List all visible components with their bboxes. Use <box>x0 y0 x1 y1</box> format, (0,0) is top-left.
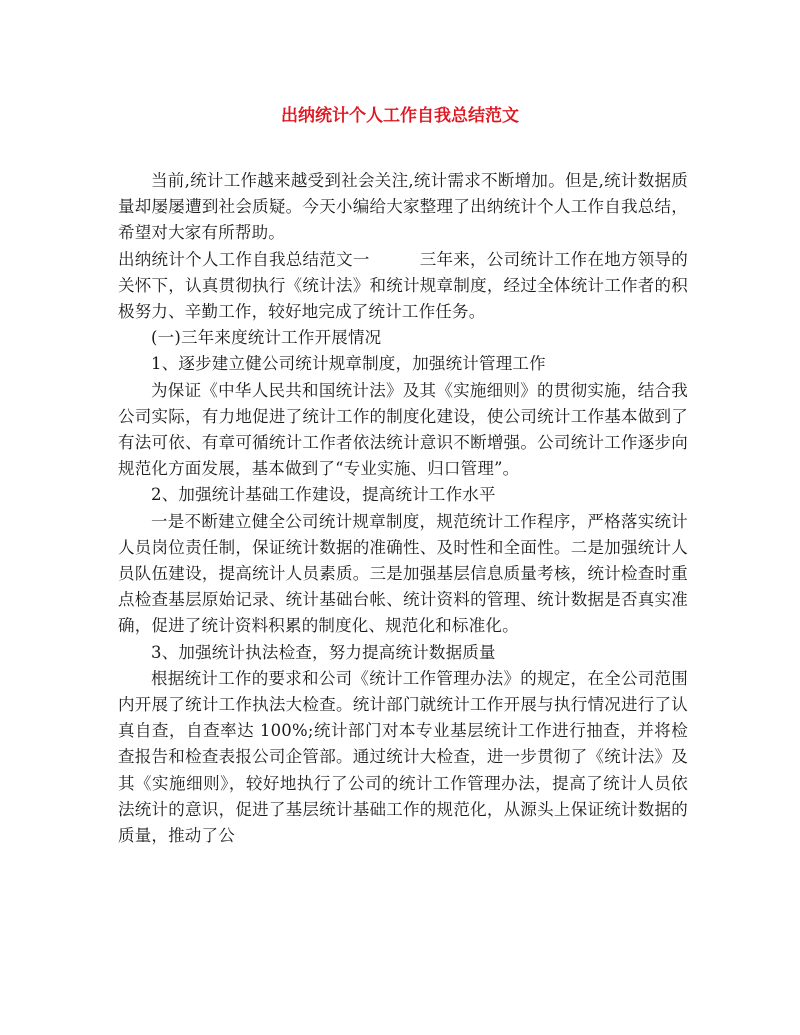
section-text: 三年来，公司统计工作在地方领导的关怀下，认真贯彻执行《统计法》和统计规章制度，经过全体统计工作者的积极努力、辛勤工作，较好地完成了统计工作任务。 <box>118 249 689 322</box>
document-body <box>118 168 688 849</box>
paragraph-3: 根据统计工作的要求和公司《统计工作管理办法》的规定，在全公司范围内开展了统计工作执法大检查。统计部门就统计工作开展与执行情况进行了认真自查，自查率达 100%;统计部门对本专业基层统计工作进行抽查，并将检查报告和检查表报公司企管部。通过统计大检查，进一步贯彻了《统计法》及其《实施细则》，较好地执行了公司的统计工作管理办法，提高了统计人员依法统计的意识，促进了基层统计基础工作的规范化，从源头上保证统计数据的质量，推动了公 <box>118 668 688 846</box>
paragraph-2: 一是不断建立健全公司统计规章制度，规范统计工作程序，严格落实统计人员岗位责任制，保证统计数据的准确性、及时性和全面性。二是加强统计人员队伍建设，提高统计人员素质。三是加强基层信息质量考核，统计检查时重点检查基层原始记录、统计基础台帐、统计资料的管理、统计数据是否真实准确，促进了统计资料积累的制度化、规范化和标准化。 <box>118 511 688 636</box>
heading-1: 1、逐步建立健公司统计规章制度，加强统计管理工作 <box>151 354 546 374</box>
heading-2: 2、加强统计基础工作建设，提高统计工作水平 <box>151 485 496 505</box>
intro-paragraph: 当前,统计工作越来越受到社会关注,统计需求不断增加。但是,统计数据质量却屡屡遭到社会质疑。今天小编给大家整理了出纳统计个人工作自我总结，希望对大家有所帮助。 <box>118 171 688 243</box>
heading-3: 3、加强统计执法检查，努力提高统计数据质量 <box>151 642 496 662</box>
paragraph-1: 为保证《中华人民共和国统计法》及其《实施细则》的贯彻实施，结合我公司实际，有力地促进了统计工作的制度化建设，使公司统计工作基本做到了有法可依、有章可循统计工作者依法统计意识不断增强。公司统计工作逐步向规范化方面发展，基本做到了“专业实施、归口管理”。 <box>118 380 688 479</box>
section-paragraph <box>118 247 688 326</box>
document-title: 出纳统计个人工作自我总结范文 <box>281 106 519 126</box>
heading-overview: (一)三年来度统计工作开展情况 <box>151 328 382 348</box>
section-label: 出纳统计个人工作自我总结范文一 <box>118 249 370 269</box>
